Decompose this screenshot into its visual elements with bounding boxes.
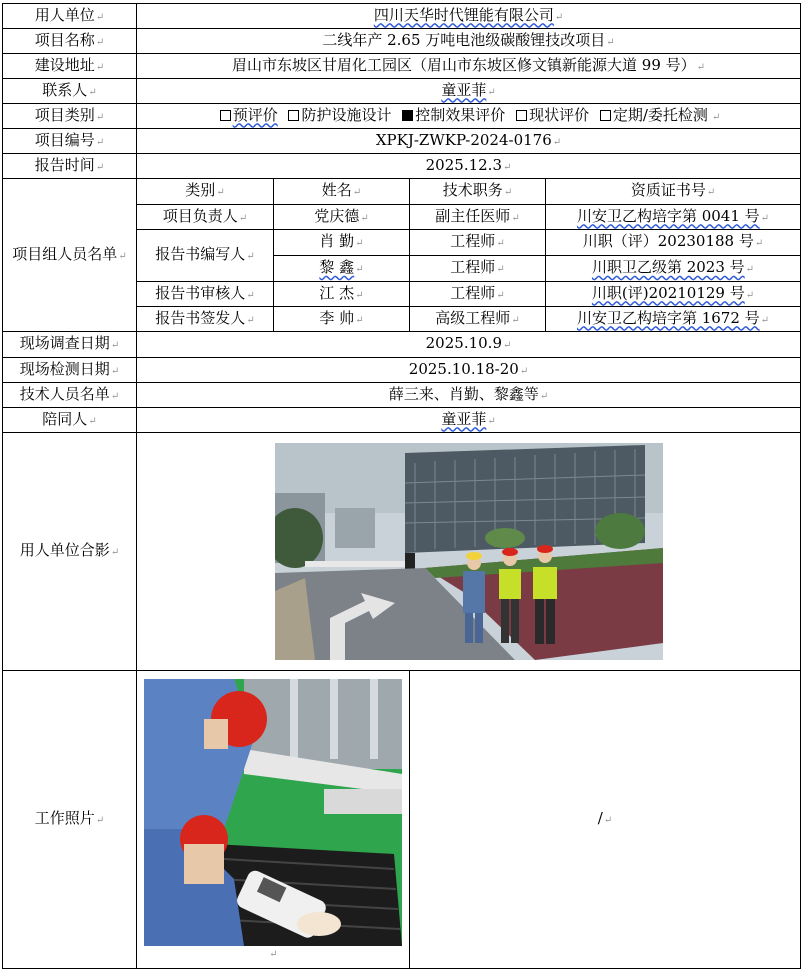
escort-label: 陪同人 xyxy=(42,409,88,428)
work-photo-label: 工作照片 xyxy=(34,809,95,827)
address-label: 建设地址 xyxy=(34,55,95,74)
contact-value: 童亚菲 xyxy=(441,80,487,99)
category-option-pre: 预评价 xyxy=(220,106,278,124)
reviewer-name: 江 杰 xyxy=(319,283,355,302)
category-option-effect: 控制效果评价 xyxy=(402,106,505,124)
employer-value: 四川天华时代锂能有限公司 xyxy=(373,5,554,24)
row-contact: 联系人↵ 童亚菲↵ xyxy=(3,79,801,104)
report-time-label: 报告时间 xyxy=(34,155,95,174)
leader-cert: 川安卫乙构培字第 0041 号 xyxy=(576,206,760,225)
work-photo-empty-value: / xyxy=(597,809,603,827)
table-row: 项目负责人↵ 党庆德↵ 副主任医师↵ 川安卫乙构培字第 0041 号↵ xyxy=(3,205,801,230)
table-row: 报告书编写人↵ 肖 勤↵ 工程师↵ 川职（评）20230188 号↵ xyxy=(3,230,801,256)
row-team-header: 项目组人员名单↵ 类别↵ 姓名↵ 技术职务↵ 资质证书号↵ xyxy=(3,179,801,205)
group-photo-image xyxy=(275,443,663,660)
leader-role: 项目负责人 xyxy=(162,206,238,225)
technicians-label: 技术人员名单 xyxy=(19,384,110,403)
project-name-label: 项目名称 xyxy=(34,30,95,49)
writer-1-name: 肖 勤 xyxy=(319,232,355,250)
issuer-role: 报告书签发人 xyxy=(155,308,246,327)
project-no-label: 项目编号 xyxy=(34,130,95,149)
category-option-design: 防护设施设计 xyxy=(288,106,391,124)
writer-2-title: 工程师 xyxy=(450,258,496,276)
checkbox-icon xyxy=(516,110,527,121)
test-date-label: 现场检测日期 xyxy=(19,359,110,378)
contact-label: 联系人 xyxy=(42,80,88,99)
issuer-cert: 川安卫乙构培字第 1672 号 xyxy=(576,308,760,327)
writer-1-title: 工程师 xyxy=(450,232,496,250)
checkbox-icon xyxy=(288,110,299,121)
team-header-category: 类别 xyxy=(185,181,216,199)
writer-2-name: 黎 鑫 xyxy=(319,258,355,276)
row-technicians: 技术人员名单↵ 薛三来、肖勤、黎鑫等↵ xyxy=(3,383,801,408)
escort-value: 童亚菲 xyxy=(441,409,487,428)
project-name-value: 二线年产 2.65 万吨电池级碳酸锂技改项目 xyxy=(322,30,606,49)
issuer-name: 李 帅 xyxy=(319,308,355,327)
group-photo xyxy=(275,443,663,660)
table-row: 报告书审核人↵ 江 杰↵ 工程师↵ 川职(评)20210129 号↵ xyxy=(3,282,801,307)
team-label: 项目组人员名单 xyxy=(12,244,118,263)
category-option-status: 现状评价 xyxy=(516,106,589,124)
work-photo xyxy=(144,679,402,946)
address-value: 眉山市东坡区甘眉化工园区（眉山市东坡区修文镇新能源大道 99 号） xyxy=(232,55,696,74)
technicians-value: 薛三来、肖勤、黎鑫等 xyxy=(388,384,539,403)
leader-title: 副主任医师 xyxy=(435,206,511,225)
team-header-title: 技术职务 xyxy=(442,181,503,199)
team-header-cert: 资质证书号 xyxy=(630,181,706,199)
row-category: 项目类别↵ 预评价 防护设施设计 控制效果评价 现状评价 定期/委托检测 ↵ xyxy=(3,104,801,129)
checkbox-checked-icon xyxy=(402,110,413,121)
table-row: 黎 鑫↵ 工程师↵ 川职卫乙级第 2023 号↵ xyxy=(3,256,801,282)
report-time-value: 2025.12.3 xyxy=(425,155,502,174)
row-project-no: 项目编号↵ XPKJ-ZWKP-2024-0176↵ xyxy=(3,129,801,154)
project-info-table xyxy=(2,3,801,969)
project-no-value: XPKJ-ZWKP-2024-0176 xyxy=(375,130,552,149)
test-date-value: 2025.10.18-20 xyxy=(408,359,519,378)
employer-label: 用人单位 xyxy=(34,5,95,24)
row-report-time: 报告时间↵ 2025.12.3↵ xyxy=(3,154,801,179)
row-employer: 用人单位↵ 四川天华时代锂能有限公司↵ xyxy=(3,4,801,29)
row-work-photo: 工作照片↵ ↵ /↵ xyxy=(3,671,801,969)
reviewer-role: 报告书审核人 xyxy=(155,283,246,302)
row-address: 建设地址↵ 眉山市东坡区甘眉化工园区（眉山市东坡区修文镇新能源大道 99 号）↵ xyxy=(3,54,801,79)
writer-1-cert: 川职（评）20230188 号 xyxy=(582,232,754,250)
row-escort: 陪同人↵ 童亚菲↵ xyxy=(3,408,801,433)
team-header-name: 姓名 xyxy=(321,181,352,199)
table-row: 报告书签发人↵ 李 帅↵ 高级工程师↵ 川安卫乙构培字第 1672 号↵ xyxy=(3,307,801,332)
category-label: 项目类别 xyxy=(34,105,95,124)
survey-date-label: 现场调查日期 xyxy=(19,334,110,352)
checkbox-icon xyxy=(220,110,231,121)
work-photo-image xyxy=(144,679,402,946)
row-project-name: 项目名称↵ 二线年产 2.65 万吨电池级碳酸锂技改项目↵ xyxy=(3,29,801,54)
category-option-periodic: 定期/委托检测 xyxy=(600,106,708,124)
row-group-photo: 用人单位合影↵ xyxy=(3,433,801,671)
writer-2-cert: 川职卫乙级第 2023 号 xyxy=(591,258,745,276)
writer-role: 报告书编写人 xyxy=(155,245,246,263)
group-photo-label: 用人单位合影 xyxy=(19,541,110,559)
reviewer-cert: 川职(评)20210129 号 xyxy=(591,283,745,302)
leader-name: 党庆德 xyxy=(314,206,360,225)
issuer-title: 高级工程师 xyxy=(435,308,511,327)
checkbox-icon xyxy=(600,110,611,121)
row-test-date: 现场检测日期↵ 2025.10.18-20↵ xyxy=(3,358,801,383)
row-survey-date: 现场调查日期↵ 2025.10.9↵ xyxy=(3,332,801,358)
survey-date-value: 2025.10.9 xyxy=(425,334,502,352)
reviewer-title: 工程师 xyxy=(450,283,496,302)
